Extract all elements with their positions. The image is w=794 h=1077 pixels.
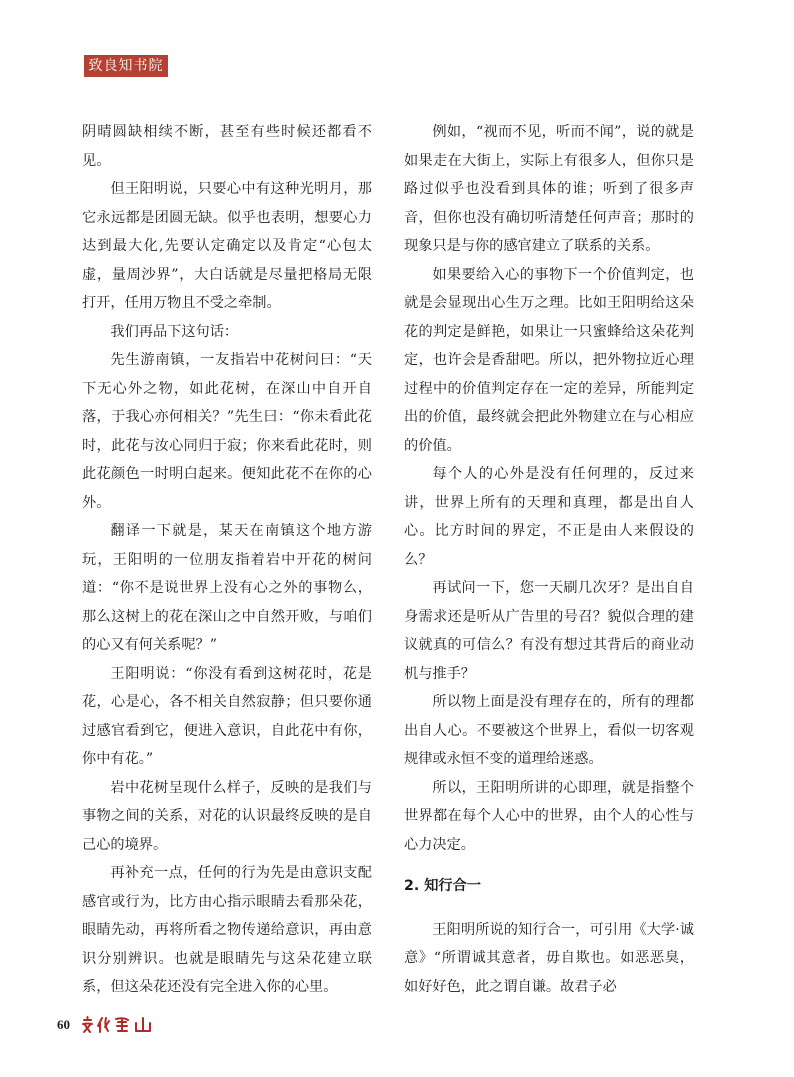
paragraph: 先生游南镇，一友指岩中花树问曰：“天下无心外之物，如此花树，在深山中自开自落，于我心亦何相关？”先生曰：“你未看此花时，此花与汝心同归于寂；你来看此花时，则此花颜色一时明白起来。便知此花不在你的心外。 [82,352,372,511]
page-number: 60 [57,1017,70,1032]
paragraph: 阴晴圆缺相续不断，甚至有些时候还都看不见。 [82,124,372,169]
paragraph: 所以物上面是没有理存在的，所有的理都出自人心。不要被这个世界上，看似一切客观规律或永恒不变的道理给迷惑。 [404,694,694,767]
paragraph: 所以，王阳明所讲的心即理，就是指整个世界都在每个人心中的世界，由个人的心性与心力决定。 [404,779,694,853]
right-column [404,118,694,1001]
paragraph: 王阳明所说的知行合一，可引用《大学·诚意》“所谓诚其意者，毋自欺也。如恶恶臭，如好好色，此之谓自谦。故君子必 [404,921,694,995]
section-heading: 2. 知行合一 [404,878,481,894]
paragraph: 例如，“视而不见，听而不闻”，说的就是如果走在大街上，实际上有很多人，但你只是路过似乎也没看到具体的谁；听到了很多声音，但你也没有确切听清楚任何声音；那时的现象只是与你的感官建立了联系的关系。 [404,124,694,254]
paragraph: 岩中花树呈现什么样子，反映的是我们与事物之间的关系，对花的认识最终反映的是自己心的境界。 [82,779,372,853]
brand-logo [80,1015,158,1035]
section-tab: 致良知书院 [84,55,168,77]
page-footer [57,1015,158,1035]
paragraph: 如果要给入心的事物下一个价值判定，也就是会显现出心生万之理。比如王阳明给这朵花的判定是鲜艳，如果让一只蜜蜂给这朵花判定，也许会是香甜吧。所以，把外物拉近心理过程中的价值判定存在一定的差异，所能判定出的价值，最终就会把此外物建立在与心相应的价值。 [404,266,694,454]
paragraph: 我们再品下这句话： [110,323,239,340]
paragraph: 王阳明说：“你没有看到这树花时，花是花，心是心，各不相关自然寂静；但只要你通过感官看到它，便进入意识，自此花中有你，你中有花。” [82,665,372,767]
paragraph: 但王阳明说，只要心中有这种光明月，那它永远都是团圆无缺。似乎也表明，想要心力达到最大化,先要认定确定以及肯定“心包太虚，量周沙界”，大白话就是尽量把格局无限打开，任用万物且不受之牵制。 [82,181,372,311]
paragraph: 再试问一下，您一天刷几次牙？是出自自身需求还是听从广告里的号召？貌似合理的建议就真的可信么？有没有想过其背后的商业动机与推手？ [404,580,694,682]
paragraph: 每个人的心外是没有任何理的，反过来讲，世界上所有的天理和真理，都是出自人心。比方时间的界定，不正是由人来假设的么？ [404,466,694,568]
left-column [82,118,372,1002]
paragraph: 再补充一点，任何的行为先是由意识支配感官或行为，比方由心指示眼睛去看那朵花，眼睛先动，再将所看之物传递给意识，再由意识分别辨识。也就是眼睛先与这朵花建立联系，但这朵花还没有完全进入你的心里。 [82,865,372,995]
paragraph: 翻译一下就是，某天在南镇这个地方游玩，王阳明的一位朋友指着岩中开花的树问道：“你不是说世界上没有心之外的事物么，那么这树上的花在深山之中自然开败，与咱们的心又有何关系呢？” [82,523,372,653]
